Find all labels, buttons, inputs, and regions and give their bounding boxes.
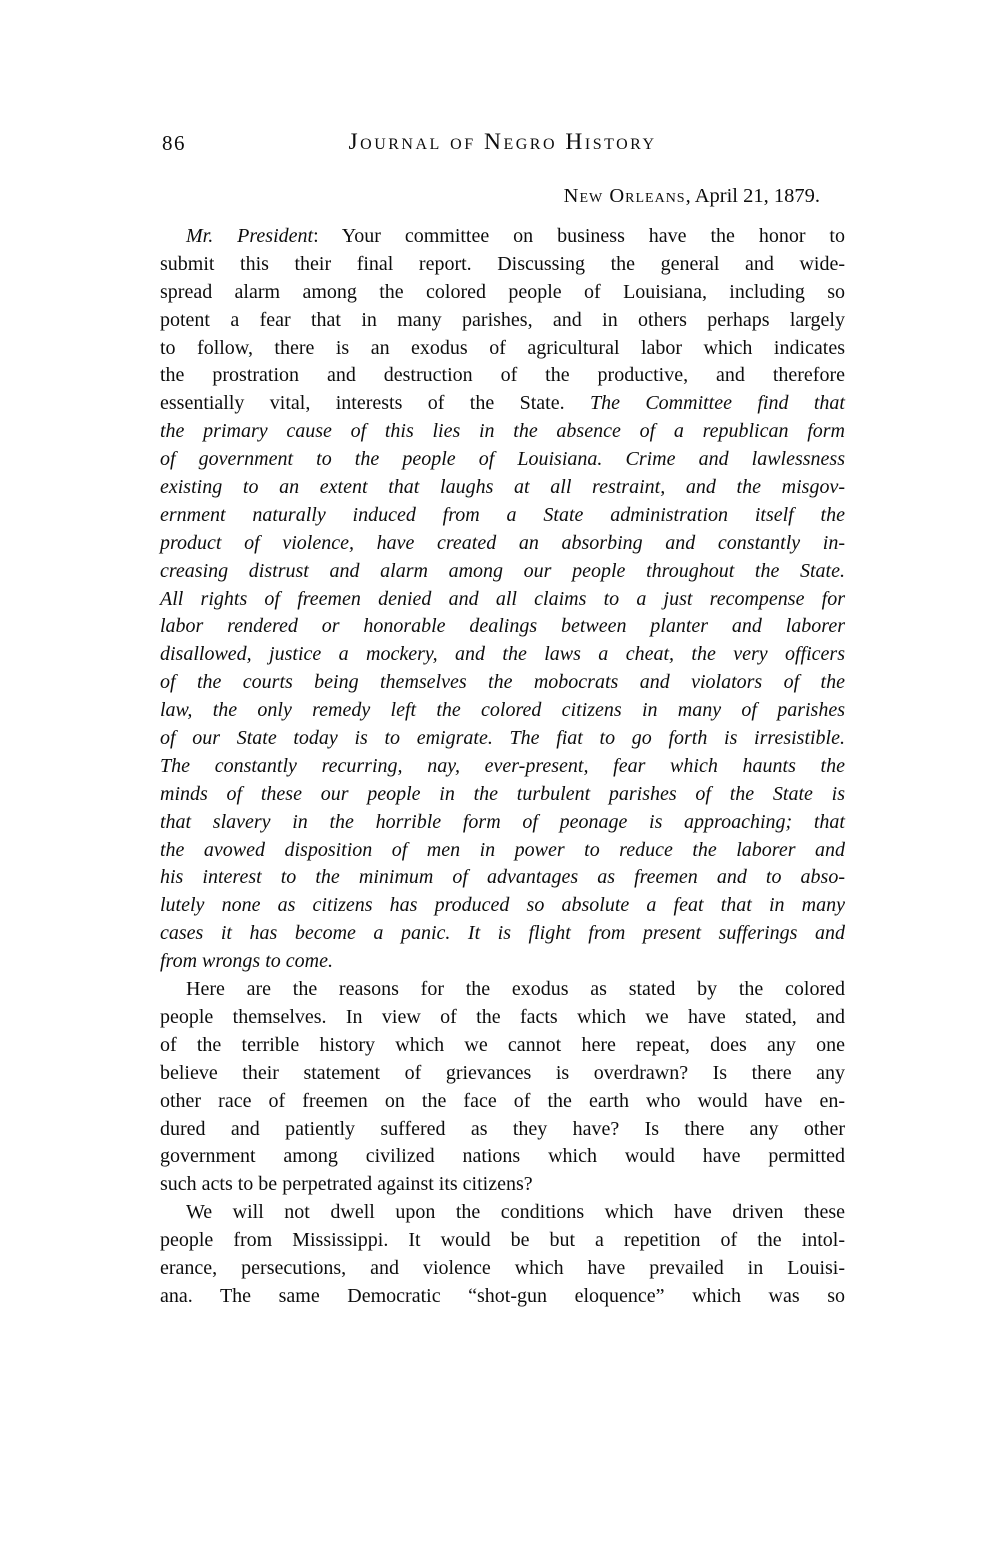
letter-body — [160, 223, 845, 1311]
text-line — [160, 223, 845, 251]
italic-text-run: of the courts being themselves the mobocrats and violators of the — [160, 671, 845, 694]
text-line — [160, 279, 845, 307]
text-line — [160, 864, 845, 892]
text-run: spread alarm among the colored people of Louisiana, including so — [160, 280, 845, 303]
italic-text-run: minds of these our people in the turbulent parishes of the State is — [160, 782, 845, 805]
italic-text-run: Mr. President — [186, 225, 314, 247]
text-run: We will not dwell upon the conditions which have driven these — [186, 1201, 845, 1224]
text-line — [160, 502, 845, 530]
text-line — [160, 920, 845, 948]
text-run: Here are the reasons for the exodus as stated by the colored — [186, 978, 845, 1001]
text-line — [160, 1283, 845, 1311]
dateline — [160, 185, 845, 208]
text-run: potent a fear that in many parishes, and in others perhaps largely — [160, 308, 845, 331]
text-line — [160, 390, 845, 418]
italic-text-run: creasing distrust and alarm among our people throughout the State. — [160, 559, 845, 582]
italic-text-run: All rights of freemen denied and all claims to a just recompense for — [160, 587, 845, 610]
text-line — [160, 641, 845, 669]
italic-text-run: ernment naturally induced from a State administration itself the — [160, 503, 845, 526]
text-run: people from Mississippi. It would be but a repetition of the intol- — [160, 1229, 845, 1252]
italic-text-run: the primary cause of this lies in the absence of a republican form — [160, 420, 845, 443]
text-line — [160, 1032, 845, 1060]
text-line — [160, 1088, 845, 1116]
text-line — [160, 837, 845, 865]
text-line — [160, 1143, 845, 1171]
text-run: other race of freemen on the face of the earth who would have en- — [160, 1089, 845, 1112]
italic-text-run: The constantly recurring, nay, ever-present, fear which haunts the — [160, 754, 845, 777]
text-line — [160, 335, 845, 363]
paragraph — [160, 223, 845, 976]
text-run: people themselves. In view of the facts which we have stated, and — [160, 1005, 845, 1028]
text-line — [160, 809, 845, 837]
text-line — [160, 530, 845, 558]
text-line — [160, 976, 845, 1004]
text-run: believe their statement of grievances is overdrawn? Is there any — [160, 1061, 845, 1084]
text-line — [160, 781, 845, 809]
italic-text-run: lutely none as citizens has produced so absolute a feat that in many — [160, 894, 845, 917]
paragraph — [160, 1199, 845, 1311]
text-run: of the terrible history which we cannot here repeat, does any one — [160, 1033, 845, 1056]
page-header — [160, 131, 845, 161]
text-run: ana. The same Democratic “shot-gun eloquence” which was so — [160, 1284, 845, 1307]
text-line — [160, 251, 845, 279]
italic-text-run: existing to an extent that laughs at all restraint, and the misgov- — [160, 476, 845, 499]
italic-text-run: labor rendered or honorable dealings between planter and laborer — [160, 615, 845, 638]
text-line — [160, 1116, 845, 1144]
text-line — [160, 1060, 845, 1088]
text-line — [160, 753, 845, 781]
italic-text-run: product of violence, have created an absorbing and constantly in- — [160, 531, 845, 554]
text-run: : Your committee on business have the honor to — [313, 225, 845, 247]
italic-text-run: disallowed, justice a mockery, and the laws a cheat, the very officers — [160, 643, 845, 666]
text-line — [160, 558, 845, 586]
text-line — [160, 669, 845, 697]
italic-text-run: law, the only remedy left the colored citizens in many of parishes — [160, 699, 845, 722]
text-run: the prostration and destruction of the productive, and therefore — [160, 364, 845, 387]
text-run: essentially vital, interests of the State. — [160, 392, 590, 415]
text-line — [160, 362, 845, 390]
text-line — [160, 1255, 845, 1283]
italic-text-run: the avowed disposition of men in power to reduce the laborer and — [160, 838, 845, 861]
text-line — [160, 307, 845, 335]
text-line — [160, 1171, 845, 1199]
text-run: erance, persecutions, and violence which have prevailed in Louisi- — [160, 1256, 845, 1279]
page-number: 86 — [162, 131, 186, 155]
text-line — [160, 586, 845, 614]
italic-text-run: his interest to the minimum of advantages as freemen and to abso- — [160, 866, 845, 889]
dateline-date: , April 21, 1879. — [685, 185, 820, 207]
italic-text-run: cases it has become a panic. It is flight from present sufferings and — [160, 922, 845, 945]
text-run: government among civilized nations which would have permitted — [160, 1145, 845, 1168]
italic-text-run: that slavery in the horrible form of peonage is approaching; that — [160, 810, 845, 833]
text-line — [160, 892, 845, 920]
italic-text-run: of our State today is to emigrate. The fiat to go forth is irresistible. — [160, 727, 845, 750]
italic-text-run: from wrongs to come. — [160, 950, 333, 973]
text-line — [160, 725, 845, 753]
italic-text-run: of government to the people of Louisiana. Crime and lawlessness — [160, 448, 845, 471]
dateline-place: New Orleans — [563, 185, 686, 207]
running-header-title: Journal of Negro History — [348, 129, 657, 155]
italic-text-run: The Committee find that — [589, 392, 845, 415]
text-line — [160, 1004, 845, 1032]
text-run: dured and patiently suffered as they have? Is there any other — [160, 1117, 845, 1140]
text-line — [160, 948, 845, 976]
paragraph — [160, 976, 845, 1199]
text-run: to follow, there is an exodus of agricultural labor which indicates — [160, 336, 845, 359]
text-run: such acts to be perpetrated against its citizens? — [160, 1173, 533, 1196]
text-line — [160, 1227, 845, 1255]
text-line — [160, 1199, 845, 1227]
text-line — [160, 446, 845, 474]
text-line — [160, 418, 845, 446]
text-line — [160, 697, 845, 725]
text-line — [160, 613, 845, 641]
text-run: submit this their final report. Discussing the general and wide- — [160, 252, 845, 275]
text-line — [160, 474, 845, 502]
